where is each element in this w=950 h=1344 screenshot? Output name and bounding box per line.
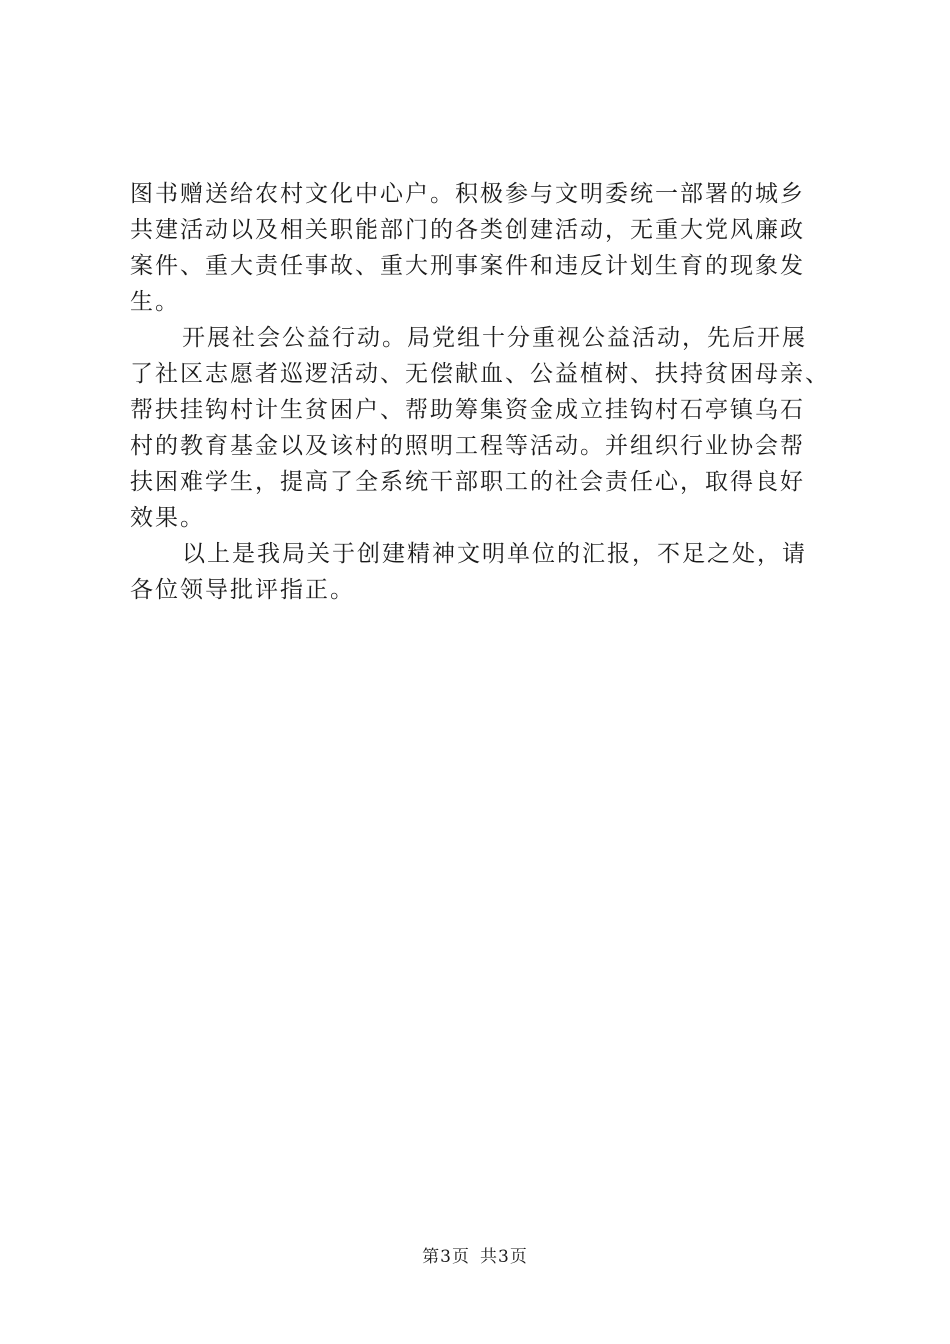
paragraph-line: 生。 — [130, 289, 180, 315]
page-footer — [0, 1242, 950, 1267]
paragraph-line: 了社区志愿者巡逻活动、无偿献血、公益植树、扶持贫困母亲、 — [130, 361, 830, 387]
paragraph-line: 案件、重大责任事故、重大刑事案件和违反计划生育的现象发 — [130, 253, 805, 279]
paragraph-line: 效果。 — [130, 505, 205, 531]
page-number-current: 第3页 — [422, 1247, 470, 1267]
paragraph-line: 帮扶挂钩村计生贫困户、帮助筹集资金成立挂钩村石亭镇乌石 — [130, 397, 805, 423]
document-body — [130, 176, 830, 608]
paragraph-line: 各位领导批评指正。 — [130, 577, 355, 603]
paragraph-line: 共建活动以及相关职能部门的各类创建活动，无重大党风廉政 — [130, 217, 805, 243]
paragraph-line: 村的教育基金以及该村的照明工程等活动。并组织行业协会帮 — [130, 433, 805, 459]
paragraph-line: 以上是我局关于创建精神文明单位的汇报，不足之处，请 — [182, 541, 807, 567]
paragraph-line: 图书赠送给农村文化中心户。积极参与文明委统一部署的城乡 — [130, 181, 805, 207]
page-number-total: 共3页 — [480, 1247, 528, 1267]
paragraph-line: 扶困难学生，提高了全系统干部职工的社会责任心，取得良好 — [130, 469, 805, 495]
paragraph-line: 开展社会公益行动。局党组十分重视公益活动，先后开展 — [182, 325, 807, 351]
